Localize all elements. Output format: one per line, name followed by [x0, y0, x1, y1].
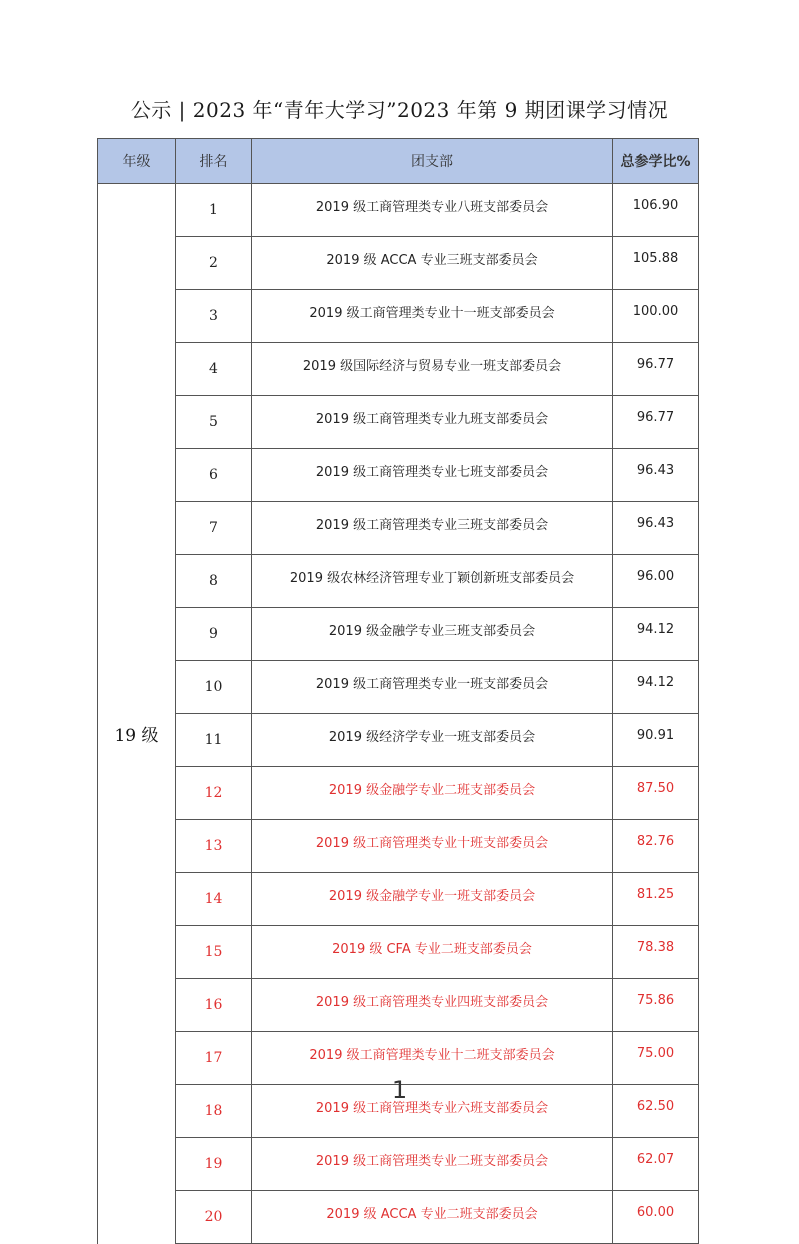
rank-cell: 15	[176, 926, 252, 979]
branch-cell: 2019 级工商管理类专业七班支部委员会	[252, 449, 613, 502]
branch-cell: 2019 级工商管理类专业九班支部委员会	[252, 396, 613, 449]
page-number: 1	[391, 1076, 408, 1104]
table-row	[98, 555, 699, 608]
pct-cell: 96.77	[613, 396, 699, 449]
pct-cell: 100.00	[613, 290, 699, 343]
header-pct: 总参学比%	[613, 139, 699, 184]
rank-cell: 9	[176, 608, 252, 661]
rank-cell: 4	[176, 343, 252, 396]
rank-cell: 17	[176, 1032, 252, 1085]
table-row	[98, 237, 699, 290]
rank-cell: 14	[176, 873, 252, 926]
rank-cell: 1	[176, 184, 252, 237]
table-row	[98, 502, 699, 555]
table-row	[98, 449, 699, 502]
page-title: 公示 | 2023 年“青年大学习”2023 年第 9 期团课学习情况	[130, 98, 669, 122]
rank-cell: 2	[176, 237, 252, 290]
branch-cell: 2019 级工商管理类专业十二班支部委员会	[252, 1032, 613, 1085]
table-row	[98, 767, 699, 820]
branch-cell: 2019 级工商管理类专业十一班支部委员会	[252, 290, 613, 343]
table-row	[98, 926, 699, 979]
branch-cell: 2019 级工商管理类专业三班支部委员会	[252, 502, 613, 555]
pct-cell: 94.12	[613, 608, 699, 661]
rank-cell: 16	[176, 979, 252, 1032]
table-header-row	[98, 139, 699, 184]
grade-cell: 19 级	[98, 184, 176, 1244]
pct-cell: 90.91	[613, 714, 699, 767]
rank-cell: 20	[176, 1191, 252, 1244]
pct-cell: 75.86	[613, 979, 699, 1032]
table-row	[98, 290, 699, 343]
branch-cell: 2019 级工商管理类专业六班支部委员会	[252, 1085, 613, 1138]
branch-cell: 2019 级工商管理类专业十班支部委员会	[252, 820, 613, 873]
table-row	[98, 184, 699, 237]
header-rank: 排名	[176, 139, 252, 184]
pct-cell: 94.12	[613, 661, 699, 714]
pct-cell: 96.43	[613, 502, 699, 555]
branch-cell: 2019 级国际经济与贸易专业一班支部委员会	[252, 343, 613, 396]
table-row	[98, 979, 699, 1032]
rank-cell: 10	[176, 661, 252, 714]
pct-cell: 96.00	[613, 555, 699, 608]
branch-cell: 2019 级农林经济管理专业丁颖创新班支部委员会	[252, 555, 613, 608]
pct-cell: 82.76	[613, 820, 699, 873]
table-row	[98, 661, 699, 714]
rank-cell: 6	[176, 449, 252, 502]
table-row	[98, 820, 699, 873]
table-row	[98, 1191, 699, 1244]
branch-cell: 2019 级工商管理类专业一班支部委员会	[252, 661, 613, 714]
branch-cell: 2019 级工商管理类专业八班支部委员会	[252, 184, 613, 237]
pct-cell: 87.50	[613, 767, 699, 820]
rank-cell: 3	[176, 290, 252, 343]
branch-cell: 2019 级金融学专业二班支部委员会	[252, 767, 613, 820]
pct-cell: 96.77	[613, 343, 699, 396]
table-row	[98, 608, 699, 661]
branch-cell: 2019 级 CFA 专业二班支部委员会	[252, 926, 613, 979]
pct-cell: 96.43	[613, 449, 699, 502]
branch-cell: 2019 级金融学专业三班支部委员会	[252, 608, 613, 661]
rank-cell: 8	[176, 555, 252, 608]
branch-cell: 2019 级金融学专业一班支部委员会	[252, 873, 613, 926]
rank-cell: 7	[176, 502, 252, 555]
branch-cell: 2019 级工商管理类专业二班支部委员会	[252, 1138, 613, 1191]
rank-cell: 5	[176, 396, 252, 449]
table-row	[98, 396, 699, 449]
table-row	[98, 1138, 699, 1191]
branch-cell: 2019 级 ACCA 专业二班支部委员会	[252, 1191, 613, 1244]
pct-cell: 105.88	[613, 237, 699, 290]
pct-cell: 106.90	[613, 184, 699, 237]
rank-cell: 13	[176, 820, 252, 873]
branch-cell: 2019 级工商管理类专业四班支部委员会	[252, 979, 613, 1032]
table-row	[98, 714, 699, 767]
branch-cell: 2019 级经济学专业一班支部委员会	[252, 714, 613, 767]
rank-cell: 19	[176, 1138, 252, 1191]
table-row	[98, 343, 699, 396]
pct-cell: 60.00	[613, 1191, 699, 1244]
header-branch: 团支部	[252, 139, 613, 184]
pct-cell: 75.00	[613, 1032, 699, 1085]
rank-cell: 18	[176, 1085, 252, 1138]
pct-cell: 62.07	[613, 1138, 699, 1191]
branch-cell: 2019 级 ACCA 专业三班支部委员会	[252, 237, 613, 290]
pct-cell: 78.38	[613, 926, 699, 979]
header-grade: 年级	[98, 139, 176, 184]
pct-cell: 62.50	[613, 1085, 699, 1138]
rank-cell: 11	[176, 714, 252, 767]
pct-cell: 81.25	[613, 873, 699, 926]
rank-cell: 12	[176, 767, 252, 820]
table-row	[98, 873, 699, 926]
